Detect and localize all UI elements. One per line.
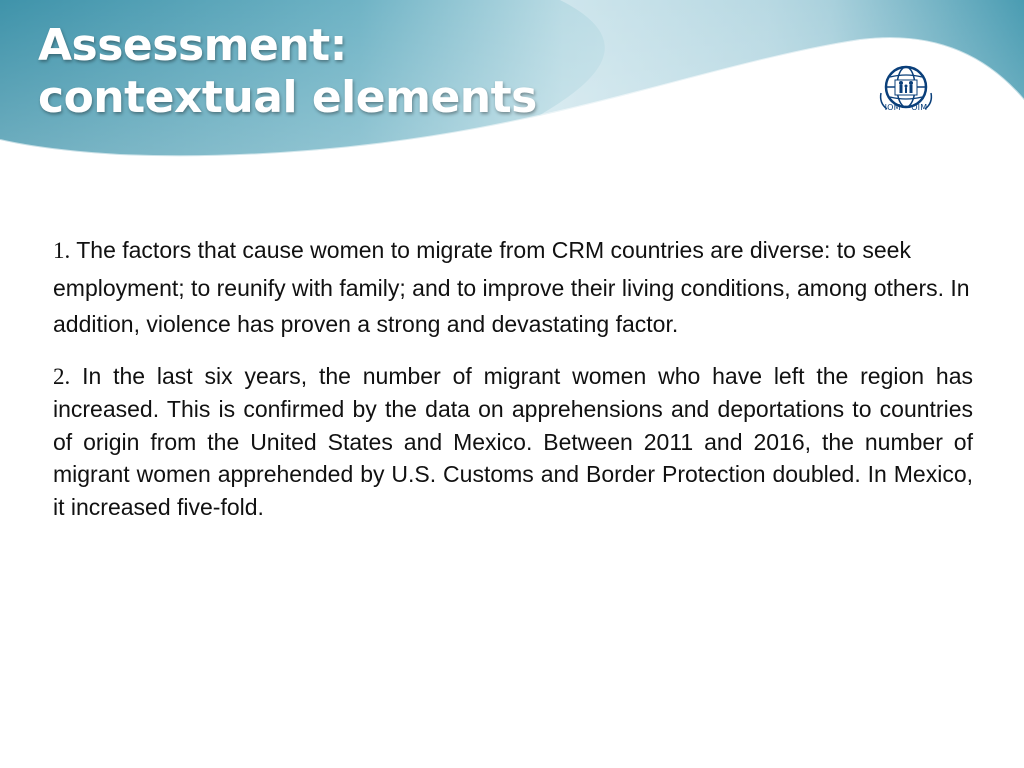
title-line-2: contextual elements [38,72,537,123]
paragraph-2-text: In the last six years, the number of migrant women who have left the region has increased. This is confirmed by the data on apprehensions and deportations to countries of origin from the United States and Mexico. Between 2011 and 2016, the number of migrant women apprehended by U.S. Customs and Border Protection doubled. In Mexico, it increased five-fold. [53,362,973,520]
paragraph-2 [53,360,973,524]
paragraph-2-number: 2. [53,363,71,389]
logo-caption: IOM • OIM [884,103,928,112]
slide-title [38,20,537,124]
paragraph-1 [53,232,973,343]
paragraph-1-text: The factors that cause women to migrate from CRM countries are diverse: to seek employment; to reunify with family; and to improve their living conditions, among others. In addition, violence has proven a strong and devastating factor. [53,237,970,337]
slide-body [53,232,973,523]
paragraph-1-number: 1. [53,238,71,263]
title-line-1: Assessment: [38,20,347,71]
